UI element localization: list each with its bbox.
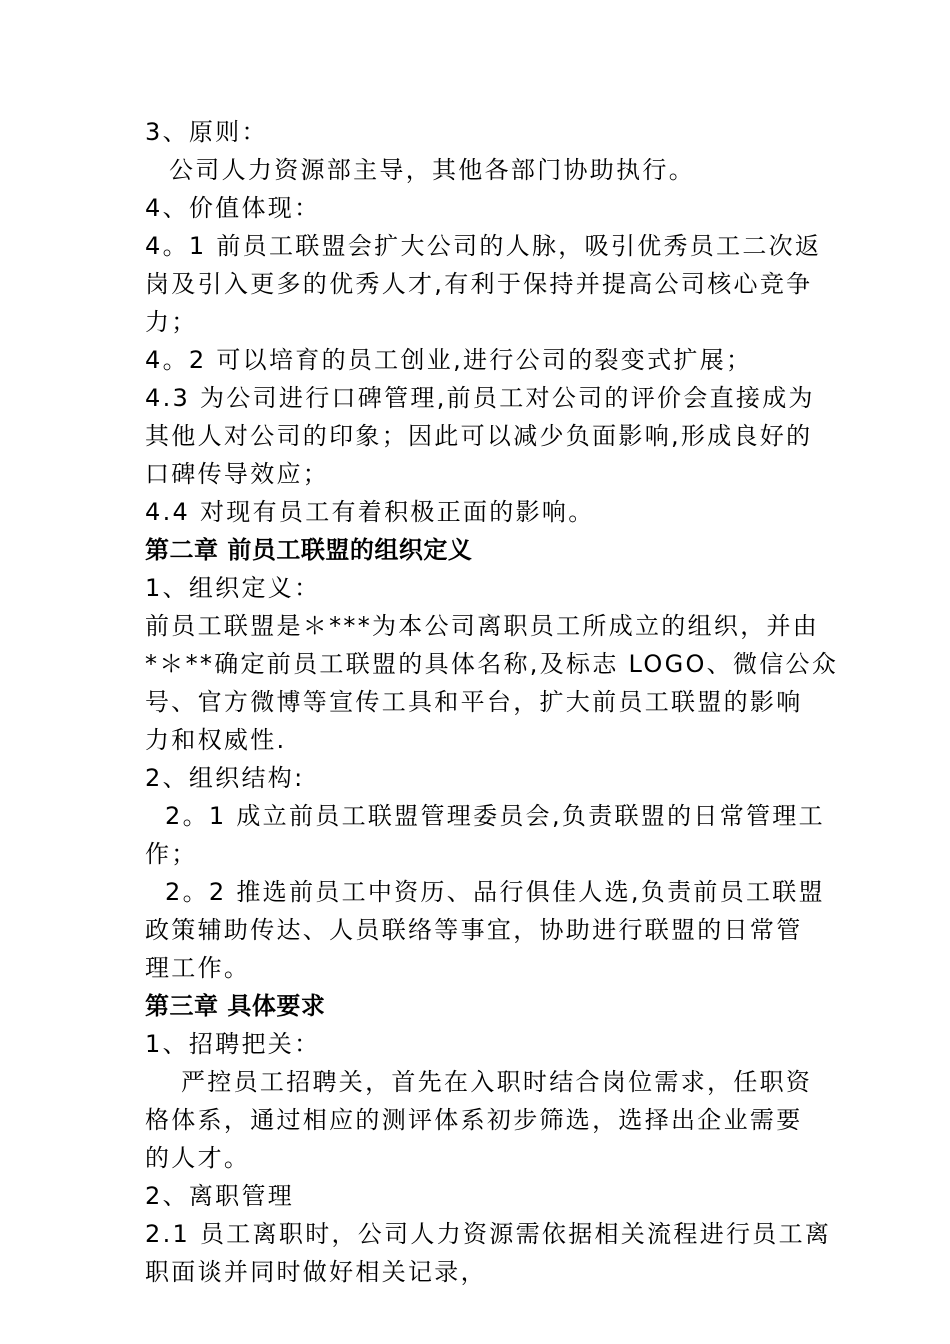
section-heading-principle: 3、原则： <box>145 118 268 146</box>
section-heading-recruitment: 1、招聘把关： <box>145 1030 321 1058</box>
document-page <box>145 113 839 1291</box>
paragraph-line: 4.3 为公司进行口碑管理,前员工对公司的评价会直接成为 <box>145 384 815 412</box>
paragraph-line: 岗及引入更多的优秀人才,有利于保持并提高公司核心竞争 <box>145 270 813 298</box>
paragraph-line: 力和权威性. <box>145 726 287 754</box>
paragraph-line: 4。2 可以培育的员工创业,进行公司的裂变式扩展； <box>145 346 753 374</box>
paragraph-line: 作； <box>145 840 198 868</box>
section-heading-value: 4、价值体现： <box>145 194 321 222</box>
section-heading-org-structure: 2、组织结构: <box>145 764 305 792</box>
chapter-heading-2: 第二章 前员工联盟的组织定义 <box>145 536 473 564</box>
paragraph-line: 前员工联盟是＊***为本公司离职员工所成立的组织，并由 <box>145 612 820 640</box>
section-heading-resignation: 2、离职管理 <box>145 1182 295 1210</box>
paragraph-line: 严控员工招聘关，首先在入职时结合岗位需求，任职资 <box>181 1068 813 1096</box>
section-heading-org-definition: 1、组织定义： <box>145 574 321 602</box>
paragraph-line: 格体系，通过相应的测评体系初步筛选，选择出企业需要 <box>145 1106 803 1134</box>
paragraph-line: 职面谈并同时做好相关记录， <box>145 1258 487 1286</box>
paragraph-line: 力； <box>145 308 198 336</box>
paragraph-line: 理工作。 <box>145 954 251 982</box>
paragraph-line: 政策辅助传达、人员联络等事宜，协助进行联盟的日常管 <box>145 916 803 944</box>
paragraph-line: 其他人对公司的印象；因此可以减少负面影响,形成良好的 <box>145 422 813 450</box>
paragraph-line: 4.4 对现有员工有着积极正面的影响。 <box>145 498 595 526</box>
paragraph-line: *＊**确定前员工联盟的具体名称,及标志 LOGO、微信公众 <box>145 650 839 678</box>
paragraph-line: 2。2 推选前员工中资历、品行俱佳人选,负责前员工联盟 <box>165 878 825 906</box>
chapter-heading-3: 第三章 具体要求 <box>145 992 326 1020</box>
paragraph-line: 4。1 前员工联盟会扩大公司的人脉，吸引优秀员工二次返 <box>145 232 822 260</box>
paragraph-line: 的人才。 <box>145 1144 251 1172</box>
paragraph-line: 口碑传导效应； <box>145 460 330 488</box>
paragraph-line: 2。1 成立前员工联盟管理委员会,负责联盟的日常管理工 <box>165 802 825 830</box>
paragraph-line: 2.1 员工离职时，公司人力资源需依据相关流程进行员工离 <box>145 1220 832 1248</box>
paragraph-line: 号、官方微博等宣传工具和平台，扩大前员工联盟的影响 <box>145 688 803 716</box>
paragraph-line: 公司人力资源部主导，其他各部门协助执行。 <box>169 156 695 184</box>
